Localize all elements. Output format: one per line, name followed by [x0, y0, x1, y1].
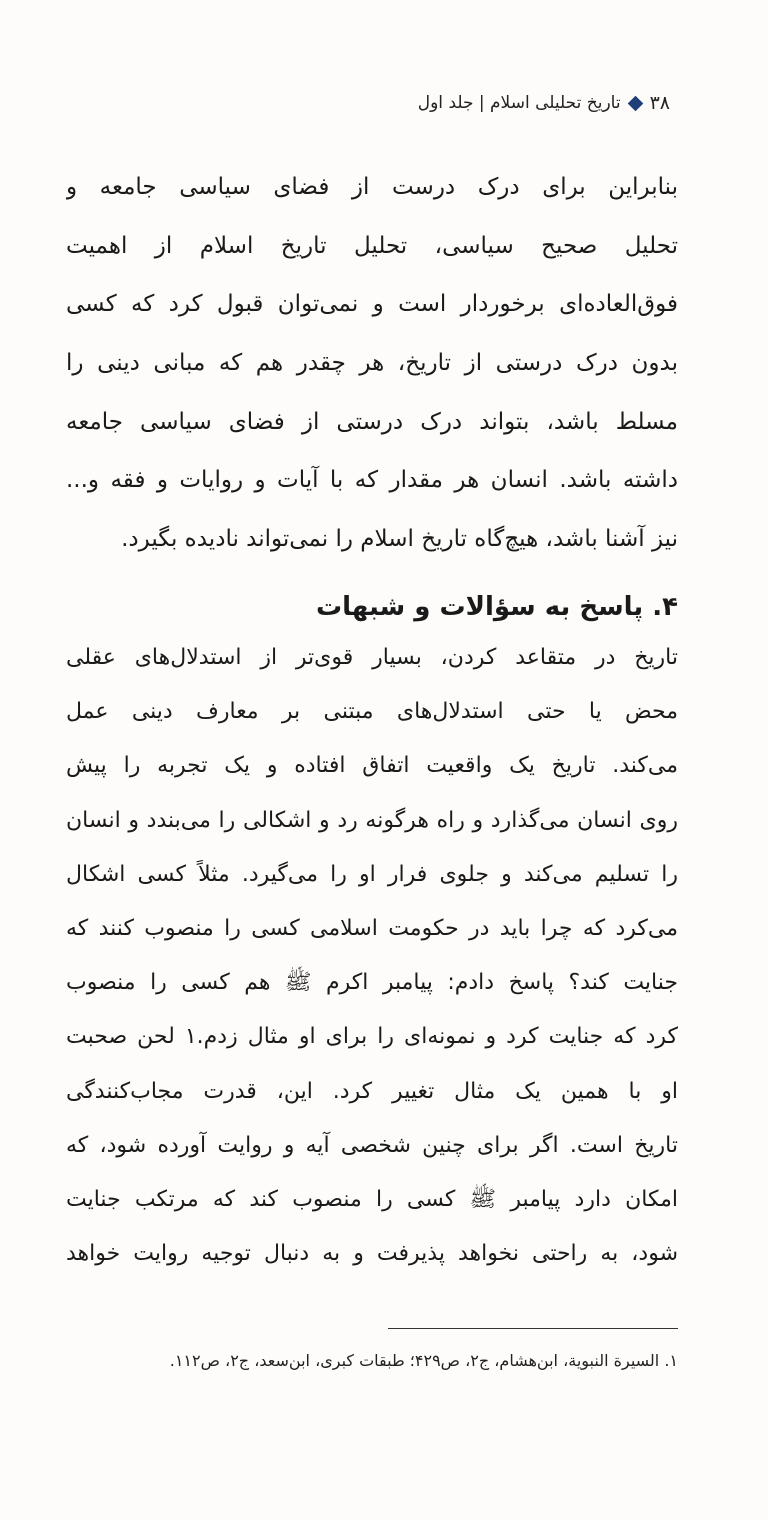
text-line: امکان دارد پیامبر ﷺ کسی را منصوب کند که مرتکب جنایت: [66, 1186, 678, 1212]
text-line: می‌کند. تاریخ یک واقعیت اتفاق افتاده و یک تجربه را پیش: [66, 753, 678, 779]
text-line: او با همین یک مثال تغییر کرد. این، قدرت مجاب‌کنندگی: [66, 1078, 678, 1104]
text-line: محض یا حتی استدلال‌های مبتنی بر معارف دینی عمل: [66, 699, 678, 725]
text-line: روی انسان می‌گذارد و راه هرگونه رد و اشکالی را می‌بندد و انسان: [66, 807, 678, 833]
diamond-ornament-icon: [627, 95, 643, 111]
section-heading: ۴. پاسخ به سؤالات و شبهات: [315, 592, 678, 622]
footnote: ۱. السیرة النبویة، ابن‌هشام، ج۲، ص۴۲۹؛ طبقات کبری، ابن‌سعد، ج۲، ص۱۱۲.: [169, 1351, 678, 1370]
footnote-divider: [388, 1328, 678, 1329]
text-line: جنایت کند؟ پاسخ دادم: پیامبر اکرم ﷺ هم کسی را منصوب: [66, 970, 678, 996]
text-line: را تسلیم می‌کند و جلوی فرار او را می‌گیرد. مثلاً کسی اشکال: [66, 861, 678, 887]
paragraph-intro: [66, 167, 678, 578]
page-number: ۳۸: [649, 92, 670, 114]
text-line: بنابراین برای درک درست از فضای سیاسی جامعه و: [66, 174, 678, 200]
text-line: نیز آشنا باشد، هیچ‌گاه تاریخ اسلام را نمی‌تواند نادیده بگیرد.: [121, 526, 678, 553]
text-line: تاریخ در متقاعد کردن، بسیار قوی‌تر از استدلال‌های عقلی: [66, 645, 678, 670]
running-head: [0, 88, 768, 118]
text-line: بدون درک درستی از تاریخ، هر چقدر هم که مبانی دینی را: [66, 350, 678, 377]
text-line: کرد که جنایت کرد و نمونه‌ای را برای او مثال زدم.۱ لحن صحبت: [66, 1024, 678, 1050]
text-line: تحلیل صحیح سیاسی، تحلیل تاریخ اسلام از اهمیت: [66, 232, 678, 259]
text-line: می‌کرد که چرا باید در حکومت اسلامی کسی را منصوب کنند که: [66, 915, 678, 941]
paragraph-answers: [66, 638, 678, 1288]
text-line: تاریخ است. اگر برای چنین شخصی آیه و روایت آورده شود، که: [66, 1132, 678, 1158]
text-line: داشته باشد. انسان هر مقدار که با آیات و روایات و فقه و...: [66, 467, 678, 494]
running-title: تاریخ تحلیلی اسلام | جلد اول: [417, 93, 621, 113]
text-line: فوق‌العاده‌ای برخوردار است و نمی‌توان قبول کرد که کسی: [66, 291, 678, 318]
text-line: مسلط باشد، بتواند درک درستی از فضای سیاسی جامعه: [66, 408, 678, 435]
text-line: شود، به راحتی نخواهد پذیرفت و به دنبال توجیه روایت خواهد: [66, 1241, 678, 1267]
